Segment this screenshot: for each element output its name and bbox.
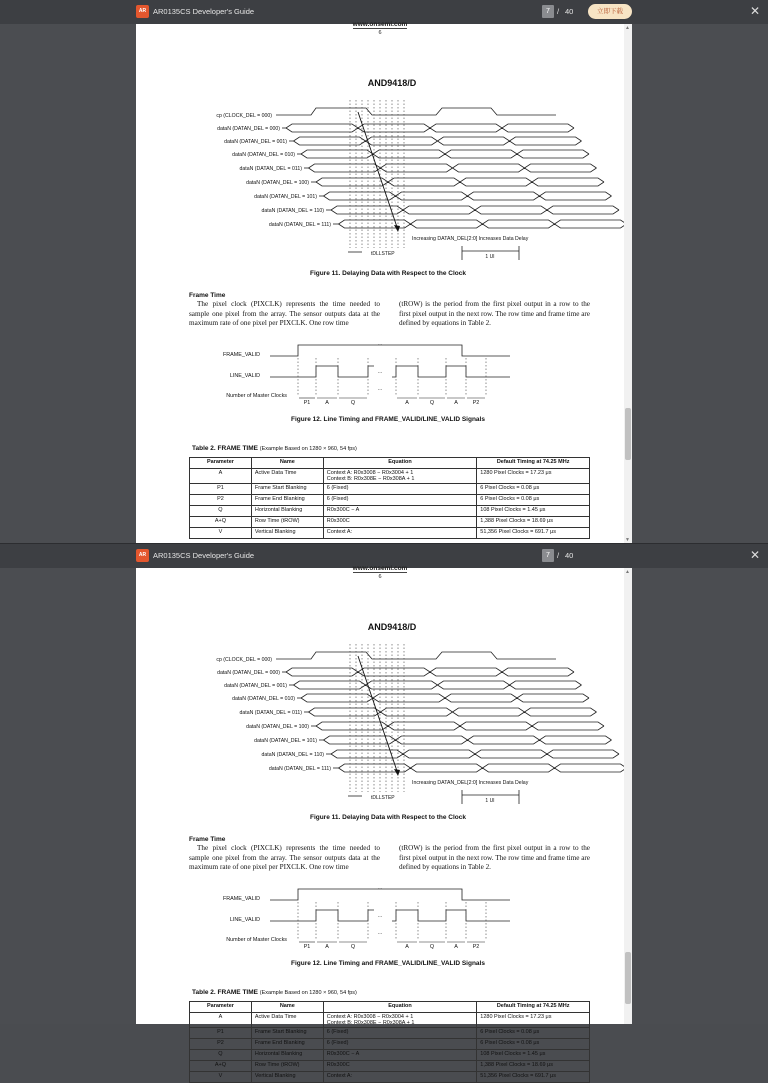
scrollbar-thumb[interactable] xyxy=(625,952,631,1004)
segment-label: A xyxy=(405,400,409,406)
table-cell: V xyxy=(190,528,252,539)
frame-valid-label: FRAME_VALID xyxy=(222,896,260,902)
table-cell: P2 xyxy=(190,495,252,506)
table-header-cell: Equation xyxy=(323,458,477,469)
vertical-scrollbar[interactable] xyxy=(624,24,632,544)
table-header-cell: Parameter xyxy=(190,1002,252,1013)
segment-label: P2 xyxy=(472,944,480,950)
vertical-scrollbar[interactable] xyxy=(624,568,632,1024)
table-cell: A xyxy=(190,469,252,484)
segment-label: Q xyxy=(350,400,356,406)
table-row xyxy=(190,1039,590,1050)
close-icon[interactable]: ✕ xyxy=(750,548,761,562)
table-cell: Frame End Blanking xyxy=(251,1039,323,1050)
table-cell: R0x300C xyxy=(323,517,477,528)
paragraph-right: (tROW) is the period from the first pixel output in a row to the first pixel output in the next row. The row time and frame time are defined by equations in Table 2. xyxy=(399,844,590,872)
table-row xyxy=(190,517,590,528)
table-row xyxy=(190,528,590,539)
table-cell: 6 (Fixed) xyxy=(323,484,477,495)
table-cell: Vertical Blanking xyxy=(251,528,323,539)
table-cell: Row Time (tROW) xyxy=(251,517,323,528)
table-cell: 1,388 Pixel Clocks = 18.69 μs xyxy=(477,517,590,528)
table-cell: 51,356 Pixel Clocks = 691.7 μs xyxy=(477,1072,590,1083)
signal-label: dataN (DATAN_DEL = 000) xyxy=(217,126,280,132)
table-cell: 6 (Fixed) xyxy=(323,495,477,506)
segment-label: P1 xyxy=(303,944,311,950)
ui-label: 1 UI xyxy=(485,798,495,804)
paragraph-left: The pixel clock (PIXCLK) represents the time needed to sample one pixel from the array. The sensor outputs data at the maximum rate of one pixel per PIXCLK. One row time xyxy=(189,300,380,328)
ellipsis: ... xyxy=(377,885,383,891)
table-cell: 6 Pixel Clocks = 0.08 μs xyxy=(477,1039,590,1050)
table-cell: P1 xyxy=(190,1028,252,1039)
table-row xyxy=(190,469,590,484)
figure-11-caption: Figure 11. Delaying Data with Respect to the Clock xyxy=(309,270,467,277)
header-page-number: 6 xyxy=(378,574,382,580)
table-cell: Frame Start Blanking xyxy=(251,1028,323,1039)
page-separator: / xyxy=(557,7,560,16)
signal-label: cp (CLOCK_DEL = 000) xyxy=(216,657,272,663)
table-cell: R0x300C − A xyxy=(323,506,477,517)
ellipsis: ... xyxy=(377,913,383,919)
master-clocks-label: Number of Master Clocks xyxy=(226,393,287,399)
table-cell: Active Data Time xyxy=(251,469,323,484)
figure-12-caption: Figure 12. Line Timing and FRAME_VALID/LINE_VALID Signals xyxy=(291,960,485,967)
signal-label: cp (CLOCK_DEL = 000) xyxy=(216,113,272,119)
table-cell: Frame End Blanking xyxy=(251,495,323,506)
total-pages: 40 xyxy=(565,551,574,560)
ui-label: 1 UI xyxy=(485,254,495,260)
figure-12-line-timing xyxy=(136,24,624,424)
table-row xyxy=(190,1050,590,1061)
pdf-page xyxy=(136,565,624,1079)
figure-12-caption: Figure 12. Line Timing and FRAME_VALID/LINE_VALID Signals xyxy=(291,416,485,423)
table-row xyxy=(190,506,590,517)
table-cell: 6 Pixel Clocks = 0.08 μs xyxy=(477,1028,590,1039)
segment-label: A xyxy=(325,944,329,950)
segment-label: Q xyxy=(350,944,356,950)
document-id: AND9418/D xyxy=(367,622,417,632)
scrollbar-thumb[interactable] xyxy=(625,408,631,460)
section-title: Frame Time xyxy=(189,836,226,843)
table-cell: 6 Pixel Clocks = 0.08 μs xyxy=(477,484,590,495)
header-url[interactable]: www.onsemi.com xyxy=(352,21,408,28)
signal-label: dataN (DATAN_DEL = 000) xyxy=(217,670,280,676)
ellipsis: ... xyxy=(377,341,383,347)
table-cell: Horizontal Blanking xyxy=(251,1050,323,1061)
document-title: AR0135CS Developer's Guide xyxy=(153,551,255,560)
master-clocks-label: Number of Master Clocks xyxy=(226,937,287,943)
paragraph-left: The pixel clock (PIXCLK) represents the time needed to sample one pixel from the array. The sensor outputs data at the maximum rate of one pixel per PIXCLK. One row time xyxy=(189,844,380,872)
signal-label: dataN (DATAN_DEL = 001) xyxy=(224,683,287,689)
header-url[interactable]: www.onsemi.com xyxy=(352,565,408,572)
download-button[interactable]: 立即下载 xyxy=(588,4,632,19)
table-row xyxy=(190,1061,590,1072)
table-cell: 6 (Fixed) xyxy=(323,1028,477,1039)
frame-valid-waveform xyxy=(270,345,510,356)
table-cell: 108 Pixel Clocks = 1.45 μs xyxy=(477,506,590,517)
frame-time-table xyxy=(189,457,590,539)
table-cell: 1,388 Pixel Clocks = 18.69 μs xyxy=(477,1061,590,1072)
table-header-row xyxy=(190,458,590,469)
table-cell: A+Q xyxy=(190,1061,252,1072)
line-valid-waveform-b xyxy=(392,366,510,377)
table-cell: 108 Pixel Clocks = 1.45 μs xyxy=(477,1050,590,1061)
table-header-cell: Default Timing at 74.25 MHz xyxy=(477,458,590,469)
delay-annotation: Increasing DATAN_DEL[2:0] Increases Data Delay xyxy=(412,780,529,786)
segment-label: P2 xyxy=(472,400,480,406)
table-cell: Q xyxy=(190,506,252,517)
tdllstep-label: tDLLSTEP xyxy=(371,251,395,257)
signal-label: dataN (DATAN_DEL = 100) xyxy=(246,180,309,186)
line-valid-waveform-b xyxy=(392,910,510,921)
table-header-cell: Equation xyxy=(323,1002,477,1013)
frame-valid-label: FRAME_VALID xyxy=(222,352,260,358)
figure-11-caption: Figure 11. Delaying Data with Respect to the Clock xyxy=(309,814,467,821)
line-valid-label: LINE_VALID xyxy=(229,917,260,923)
document-title: AR0135CS Developer's Guide xyxy=(153,7,255,16)
signal-label: dataN (DATAN_DEL = 101) xyxy=(254,738,317,744)
scroll-up-icon[interactable]: ▲ xyxy=(625,25,630,31)
table-cell: R0x300C − A xyxy=(323,1050,477,1061)
table-cell: Context A: xyxy=(323,528,477,539)
segment-label: Q xyxy=(429,400,435,406)
signal-label: dataN (DATAN_DEL = 011) xyxy=(239,166,302,172)
table-cell: 51,356 Pixel Clocks = 691.7 μs xyxy=(477,528,590,539)
scroll-up-icon[interactable]: ▲ xyxy=(625,569,630,575)
table-header-row xyxy=(190,1002,590,1013)
line-valid-waveform-a xyxy=(270,910,374,921)
current-page-input[interactable]: 7 xyxy=(542,5,554,18)
signal-label: dataN (DATAN_DEL = 110) xyxy=(261,752,324,758)
table-row xyxy=(190,484,590,495)
paragraph-right: (tROW) is the period from the first pixel output in a row to the first pixel output in the next row. The row time and frame time are defined by equations in Table 2. xyxy=(399,300,590,328)
table-cell: 1280 Pixel Clocks = 17.23 μs xyxy=(477,1013,590,1028)
table-cell: Horizontal Blanking xyxy=(251,506,323,517)
app-logo-icon: AR xyxy=(136,5,149,18)
segment-label: A xyxy=(325,400,329,406)
table-cell: Context A: R0x3008 − R0x3004 + 1 Context B: R0x308E − R0x308A + 1 xyxy=(323,469,477,484)
signal-label: dataN (DATAN_DEL = 101) xyxy=(254,194,317,200)
segment-label: A xyxy=(405,944,409,950)
table-header-cell: Name xyxy=(251,1002,323,1013)
table-row xyxy=(190,495,590,506)
section-title: Frame Time xyxy=(189,292,226,299)
document-id: AND9418/D xyxy=(367,78,417,88)
tdllstep-label: tDLLSTEP xyxy=(371,795,395,801)
scroll-down-icon[interactable]: ▼ xyxy=(625,537,630,543)
table-cell: R0x300C xyxy=(323,1061,477,1072)
delay-annotation: Increasing DATAN_DEL[2:0] Increases Data Delay xyxy=(412,236,529,242)
table-cell: Row Time (tROW) xyxy=(251,1061,323,1072)
table-cell: A+Q xyxy=(190,517,252,528)
signal-label: dataN (DATAN_DEL = 011) xyxy=(239,710,302,716)
ellipsis: ... xyxy=(377,369,383,375)
line-valid-waveform-a xyxy=(270,366,374,377)
table-header-cell: Parameter xyxy=(190,458,252,469)
table-header-cell: Default Timing at 74.25 MHz xyxy=(477,1002,590,1013)
table-header-cell: Name xyxy=(251,458,323,469)
table-row xyxy=(190,1028,590,1039)
signal-label: dataN (DATAN_DEL = 010) xyxy=(232,152,295,158)
table-row xyxy=(190,1013,590,1028)
table-cell: V xyxy=(190,1072,252,1083)
table-2-caption: Table 2. FRAME TIME (Example Based on 1280 × 960, 54 fps) xyxy=(192,445,357,452)
signal-label: dataN (DATAN_DEL = 010) xyxy=(232,696,295,702)
table-cell: Context A: R0x3008 − R0x3004 + 1 Context B: R0x308E − R0x308A + 1 xyxy=(323,1013,477,1028)
line-valid-label: LINE_VALID xyxy=(229,373,260,379)
signal-label: dataN (DATAN_DEL = 110) xyxy=(261,208,324,214)
table-cell: P2 xyxy=(190,1039,252,1050)
figure-12-line-timing xyxy=(136,568,624,968)
table-cell: P1 xyxy=(190,484,252,495)
table-cell: Vertical Blanking xyxy=(251,1072,323,1083)
frame-valid-waveform xyxy=(270,889,510,900)
app-logo-icon: AR xyxy=(136,549,149,562)
table-cell: Q xyxy=(190,1050,252,1061)
table-cell: A xyxy=(190,1013,252,1028)
total-pages: 40 xyxy=(565,7,574,16)
segment-label: A xyxy=(454,944,458,950)
pdf-page xyxy=(136,21,624,544)
ellipsis: ... xyxy=(377,386,383,392)
segment-label: A xyxy=(454,400,458,406)
segment-label: Q xyxy=(429,944,435,950)
header-page-number: 6 xyxy=(378,30,382,36)
table-cell: Context A: xyxy=(323,1072,477,1083)
signal-label: dataN (DATAN_DEL = 001) xyxy=(224,139,287,145)
table-2-caption: Table 2. FRAME TIME (Example Based on 1280 × 960, 54 fps) xyxy=(192,989,357,996)
signal-label: dataN (DATAN_DEL = 100) xyxy=(246,724,309,730)
close-icon[interactable]: ✕ xyxy=(750,4,761,18)
segment-label: P1 xyxy=(303,400,311,406)
table-cell: 6 (Fixed) xyxy=(323,1039,477,1050)
table-cell: Active Data Time xyxy=(251,1013,323,1028)
current-page-input[interactable]: 7 xyxy=(542,549,554,562)
table-cell: Frame Start Blanking xyxy=(251,484,323,495)
ellipsis: ... xyxy=(377,930,383,936)
signal-label: dataN (DATAN_DEL = 111) xyxy=(268,766,331,772)
frame-time-table xyxy=(189,1001,590,1083)
table-cell: 6 Pixel Clocks = 0.08 μs xyxy=(477,495,590,506)
page-separator: / xyxy=(557,551,560,560)
signal-label: dataN (DATAN_DEL = 111) xyxy=(268,222,331,228)
table-cell: 1280 Pixel Clocks = 17.23 μs xyxy=(477,469,590,484)
pdf-viewer-pane-2 xyxy=(0,544,768,1079)
table-row xyxy=(190,1072,590,1083)
